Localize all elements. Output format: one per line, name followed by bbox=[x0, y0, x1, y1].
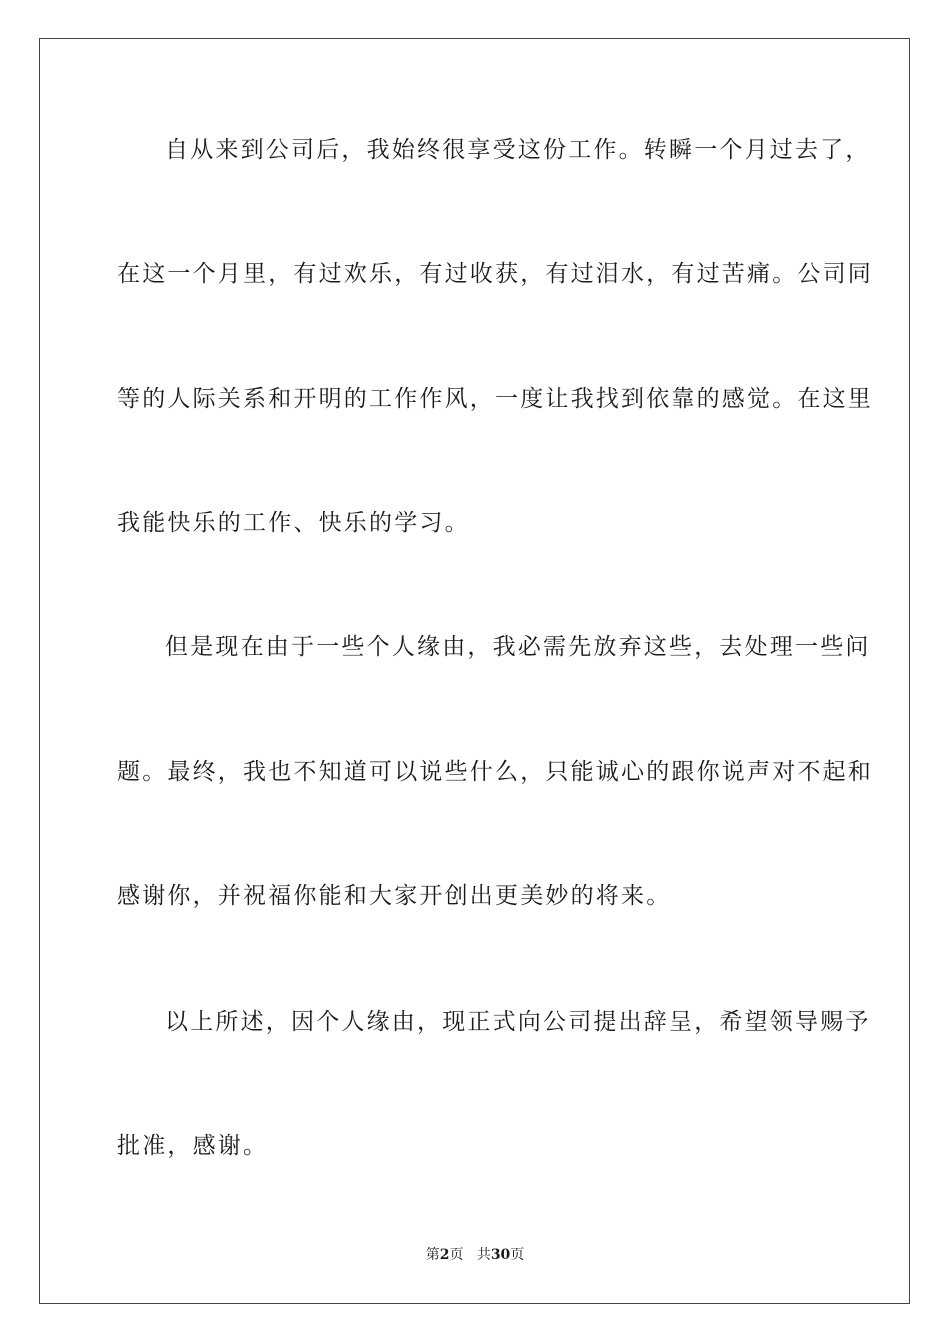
footer-total-pages: 30 bbox=[490, 1247, 511, 1263]
page-frame bbox=[39, 38, 910, 1304]
paragraph-2-line-3: 感谢你，并祝福你能和大家开创出更美妙的将来。 bbox=[117, 883, 672, 909]
paragraph-1-line-4: 我能快乐的工作、快乐的学习。 bbox=[117, 510, 470, 536]
paragraph-3-line-2: 批准，感谢。 bbox=[117, 1133, 269, 1159]
footer-total-prefix: 共 bbox=[476, 1247, 491, 1263]
footer-page-number: 2 bbox=[439, 1247, 450, 1263]
paragraph-1-line-1: 自从来到公司后，我始终很享受这份工作。转瞬一个月过去了， bbox=[165, 137, 871, 163]
footer-page-suffix: 页 bbox=[449, 1247, 464, 1263]
paragraph-2-line-2: 题。最终，我也不知道可以说些什么，只能诚心的跟你说声对不起和 bbox=[117, 759, 873, 785]
paragraph-3-line-1: 以上所述，因个人缘由，现正式向公司提出辞呈，希望领导赐予 bbox=[165, 1009, 871, 1035]
paragraph-1-line-3: 等的人际关系和开明的工作作风，一度让我找到依靠的感觉。在这里 bbox=[117, 386, 873, 412]
paragraph-2-line-1: 但是现在由于一些个人缘由，我必需先放弃这些，去处理一些问 bbox=[165, 634, 871, 660]
footer-total-suffix: 页 bbox=[510, 1247, 525, 1263]
page-footer bbox=[0, 1246, 950, 1264]
footer-page-prefix: 第 bbox=[425, 1247, 440, 1263]
paragraph-1-line-2: 在这一个月里，有过欢乐，有过收获，有过泪水，有过苦痛。公司同 bbox=[117, 261, 873, 287]
